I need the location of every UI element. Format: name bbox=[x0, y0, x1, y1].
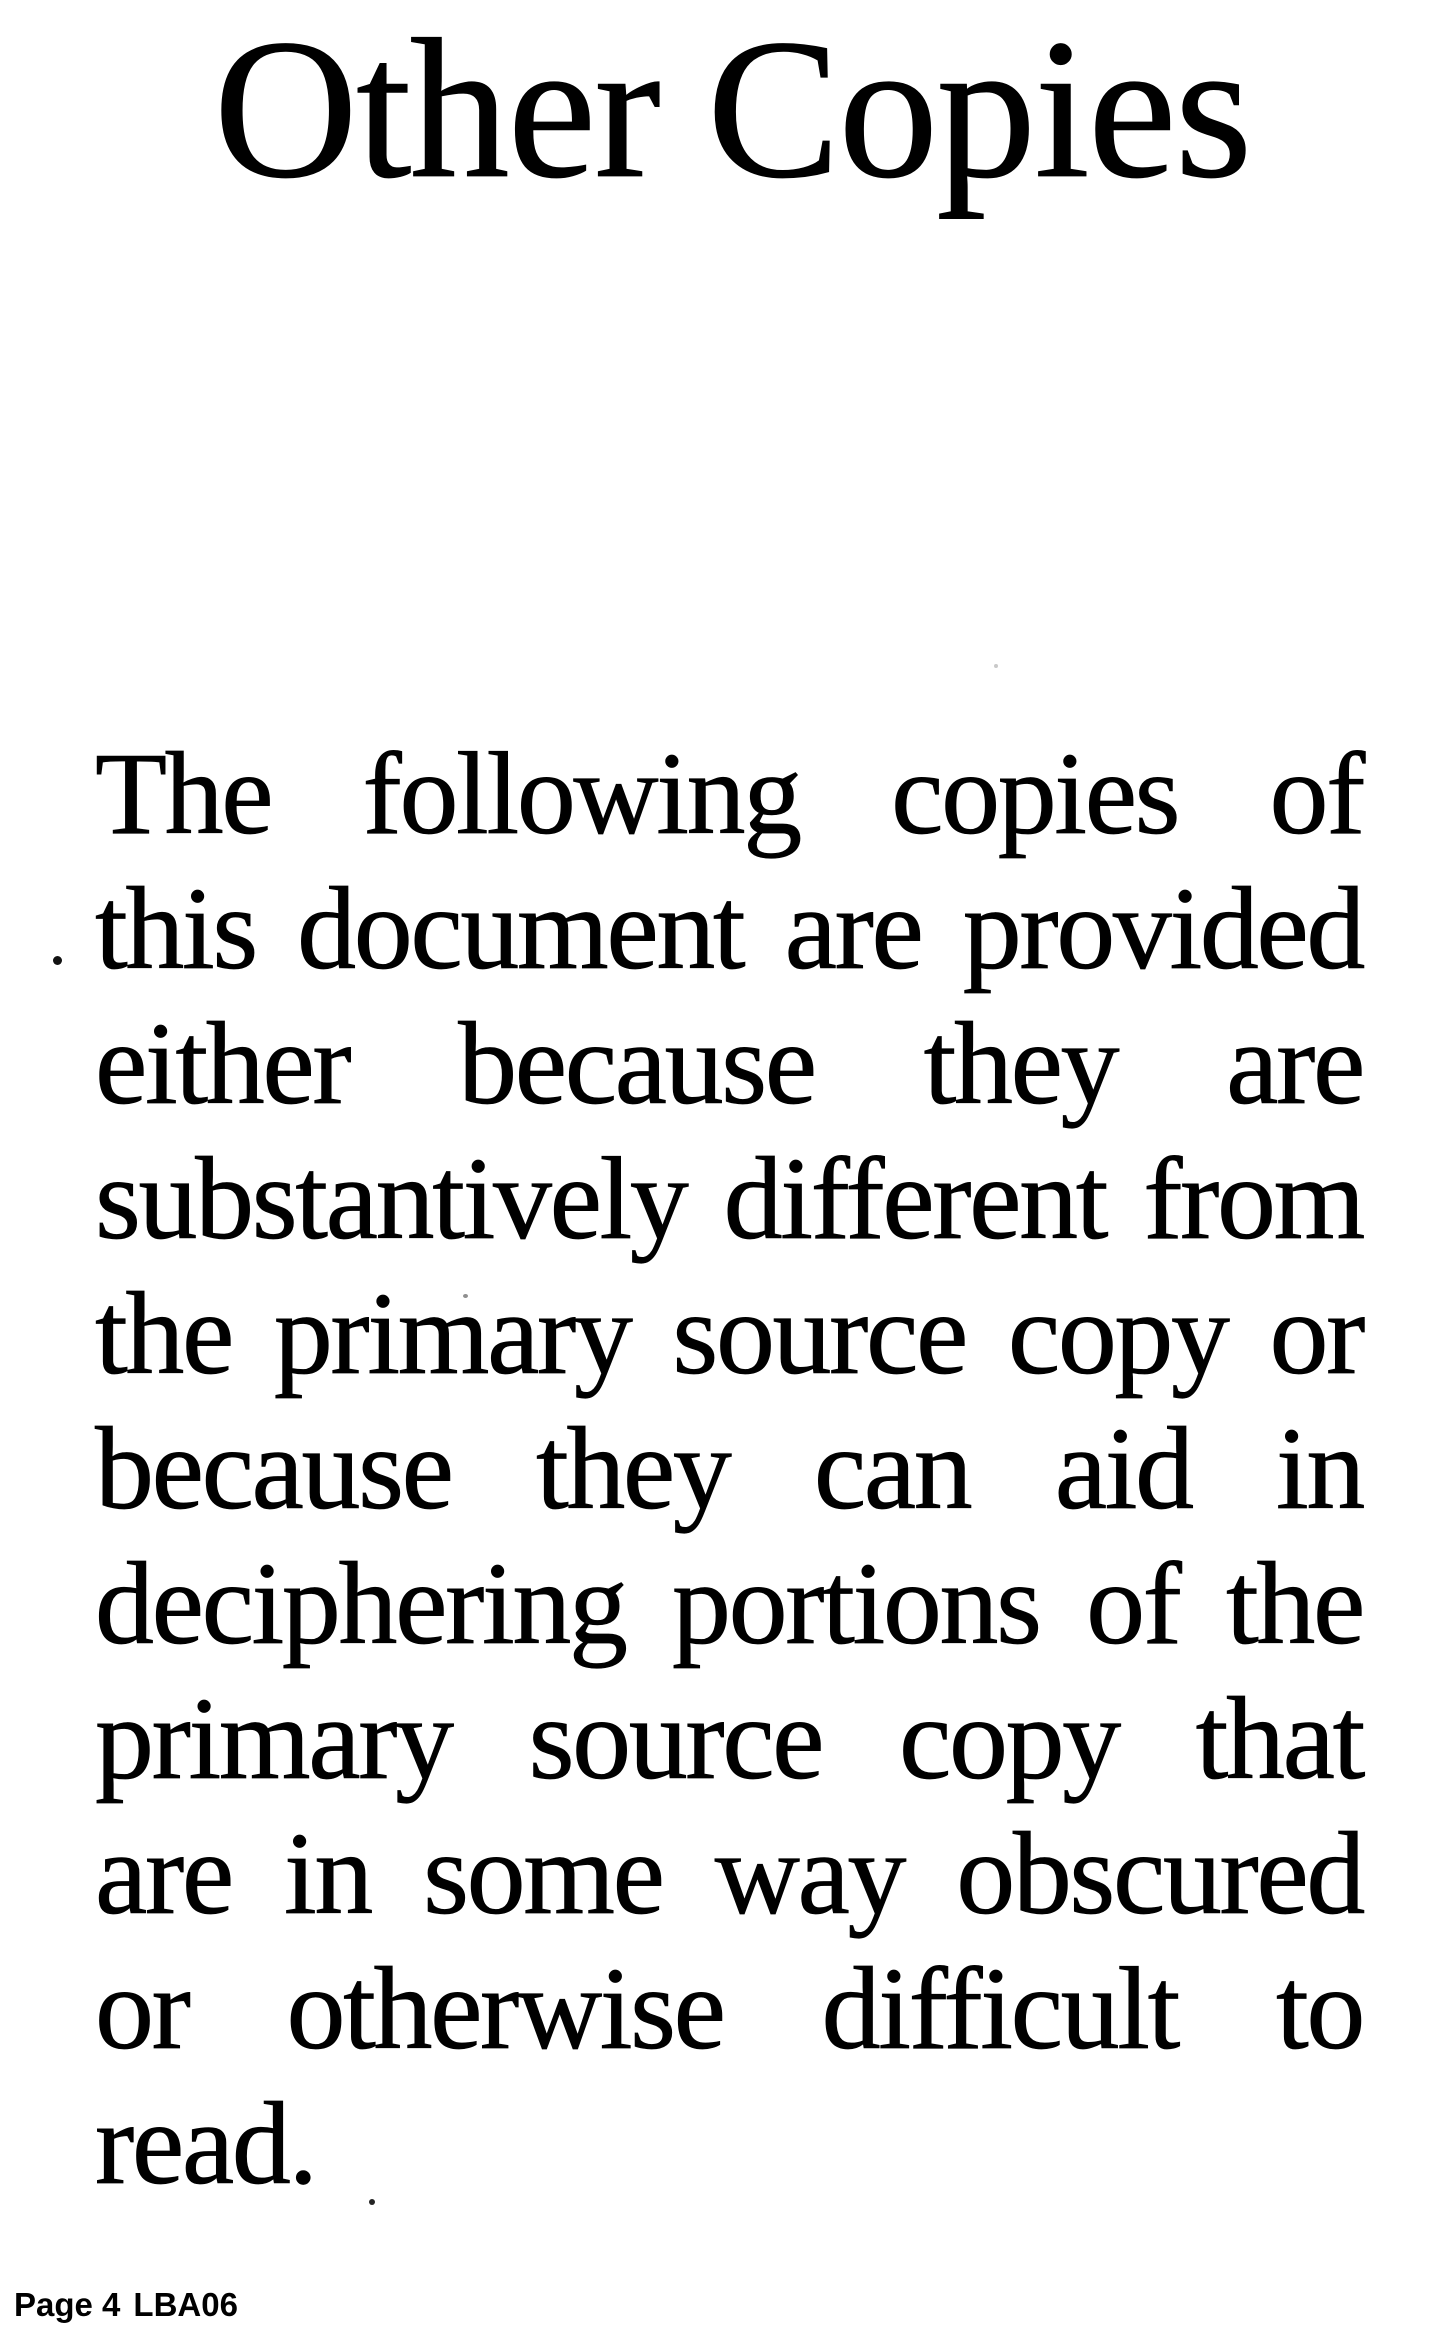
body-line: primary source copy that bbox=[95, 1673, 1363, 1804]
page-title: Other Copies bbox=[213, 0, 1251, 220]
body-line: read. bbox=[95, 2078, 316, 2209]
body-line: substantively different from bbox=[95, 1133, 1363, 1264]
body-line: The following copies of bbox=[95, 728, 1363, 859]
footer-document-code: LBA06 bbox=[133, 2286, 238, 2323]
scan-artifact-dot bbox=[994, 664, 998, 668]
body-line: or otherwise difficult to bbox=[95, 1943, 1363, 2074]
footer-page-number: Page 4 bbox=[14, 2286, 121, 2323]
scan-artifact-dot bbox=[53, 956, 62, 965]
body-paragraph bbox=[95, 726, 1363, 2211]
page-footer bbox=[14, 2288, 238, 2321]
body-line: because they can aid in bbox=[95, 1403, 1363, 1534]
body-line: the primary source copy or bbox=[95, 1268, 1363, 1399]
body-line: either because they are bbox=[95, 998, 1363, 1129]
body-line: deciphering portions of the bbox=[95, 1538, 1363, 1669]
body-line: are in some way obscured bbox=[95, 1808, 1363, 1939]
body-line: this document are provided bbox=[95, 863, 1363, 994]
